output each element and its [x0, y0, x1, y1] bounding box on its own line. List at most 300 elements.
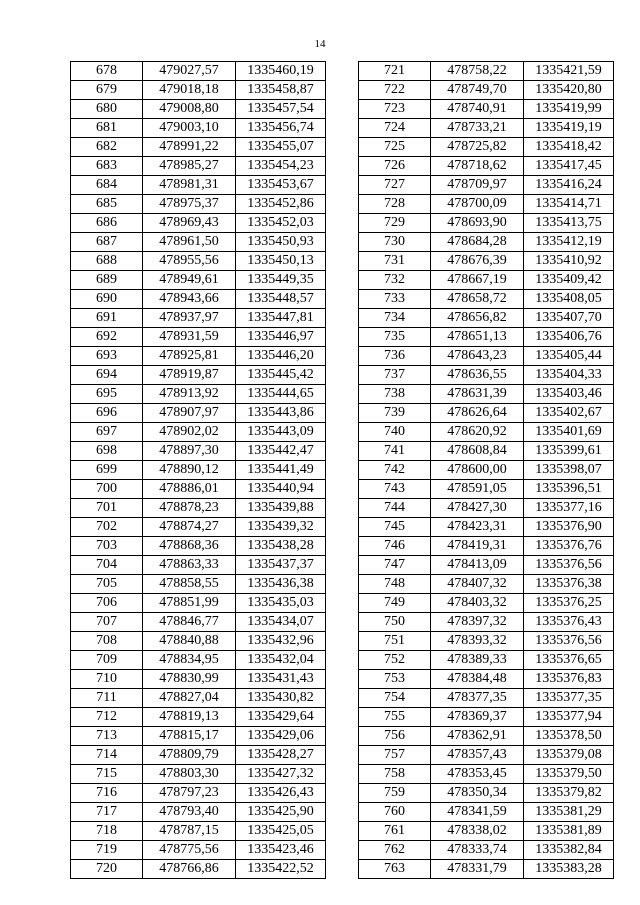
table-row — [359, 613, 614, 632]
y-coordinate-cell: 1335376,76 — [524, 537, 614, 556]
page-number: 14 — [314, 38, 326, 50]
table-row — [71, 499, 326, 518]
table-row — [359, 689, 614, 708]
table-row — [71, 195, 326, 214]
table-row — [71, 404, 326, 423]
point-number-cell: 735 — [359, 328, 431, 347]
x-coordinate-cell: 478733,21 — [431, 119, 524, 138]
x-coordinate-cell: 479027,57 — [143, 62, 236, 81]
y-coordinate-cell: 1335437,37 — [236, 556, 326, 575]
x-coordinate-cell: 478775,56 — [143, 841, 236, 860]
point-number-cell: 704 — [71, 556, 143, 575]
point-number-cell: 749 — [359, 594, 431, 613]
y-coordinate-cell: 1335413,75 — [524, 214, 614, 233]
table-row — [71, 81, 326, 100]
x-coordinate-cell: 478389,33 — [431, 651, 524, 670]
y-coordinate-cell: 1335378,50 — [524, 727, 614, 746]
table-row — [359, 556, 614, 575]
x-coordinate-cell: 478886,01 — [143, 480, 236, 499]
point-number-cell: 741 — [359, 442, 431, 461]
point-number-cell: 756 — [359, 727, 431, 746]
table-row — [359, 119, 614, 138]
point-number-cell: 708 — [71, 632, 143, 651]
point-number-cell: 682 — [71, 138, 143, 157]
y-coordinate-cell: 1335443,09 — [236, 423, 326, 442]
x-coordinate-cell: 478643,23 — [431, 347, 524, 366]
y-coordinate-cell: 1335450,13 — [236, 252, 326, 271]
y-coordinate-cell: 1335444,65 — [236, 385, 326, 404]
x-coordinate-cell: 478397,32 — [431, 613, 524, 632]
x-coordinate-cell: 478620,92 — [431, 423, 524, 442]
table-row — [71, 100, 326, 119]
x-coordinate-cell: 478709,97 — [431, 176, 524, 195]
x-coordinate-cell: 478357,43 — [431, 746, 524, 765]
point-number-cell: 729 — [359, 214, 431, 233]
x-coordinate-cell: 478377,35 — [431, 689, 524, 708]
table-row — [71, 480, 326, 499]
y-coordinate-cell: 1335438,28 — [236, 537, 326, 556]
point-number-cell: 760 — [359, 803, 431, 822]
table-row — [71, 822, 326, 841]
y-coordinate-cell: 1335376,56 — [524, 556, 614, 575]
x-coordinate-cell: 479018,18 — [143, 81, 236, 100]
y-coordinate-cell: 1335381,29 — [524, 803, 614, 822]
table-row — [71, 727, 326, 746]
x-coordinate-cell: 479008,80 — [143, 100, 236, 119]
x-coordinate-cell: 478331,79 — [431, 860, 524, 879]
point-number-cell: 701 — [71, 499, 143, 518]
point-number-cell: 734 — [359, 309, 431, 328]
point-number-cell: 699 — [71, 461, 143, 480]
x-coordinate-cell: 478890,12 — [143, 461, 236, 480]
point-number-cell: 703 — [71, 537, 143, 556]
point-number-cell: 712 — [71, 708, 143, 727]
x-coordinate-cell: 478874,27 — [143, 518, 236, 537]
y-coordinate-cell: 1335379,08 — [524, 746, 614, 765]
table-row — [71, 62, 326, 81]
y-coordinate-cell: 1335432,96 — [236, 632, 326, 651]
x-coordinate-cell: 478393,32 — [431, 632, 524, 651]
y-coordinate-cell: 1335376,83 — [524, 670, 614, 689]
x-coordinate-cell: 478608,84 — [431, 442, 524, 461]
x-coordinate-cell: 478797,23 — [143, 784, 236, 803]
x-coordinate-cell: 478969,43 — [143, 214, 236, 233]
point-number-cell: 763 — [359, 860, 431, 879]
y-coordinate-cell: 1335440,94 — [236, 480, 326, 499]
point-number-cell: 737 — [359, 366, 431, 385]
point-number-cell: 750 — [359, 613, 431, 632]
x-coordinate-cell: 478740,91 — [431, 100, 524, 119]
y-coordinate-cell: 1335455,07 — [236, 138, 326, 157]
y-coordinate-cell: 1335442,47 — [236, 442, 326, 461]
table-row — [359, 252, 614, 271]
y-coordinate-cell: 1335409,42 — [524, 271, 614, 290]
y-coordinate-cell: 1335379,50 — [524, 765, 614, 784]
y-coordinate-cell: 1335422,52 — [236, 860, 326, 879]
table-row — [359, 708, 614, 727]
y-coordinate-cell: 1335449,35 — [236, 271, 326, 290]
table-row — [359, 461, 614, 480]
point-number-cell: 719 — [71, 841, 143, 860]
table-row — [71, 442, 326, 461]
table-row — [71, 537, 326, 556]
x-coordinate-cell: 478749,70 — [431, 81, 524, 100]
y-coordinate-cell: 1335425,05 — [236, 822, 326, 841]
y-coordinate-cell: 1335452,03 — [236, 214, 326, 233]
y-coordinate-cell: 1335403,46 — [524, 385, 614, 404]
y-coordinate-cell: 1335456,74 — [236, 119, 326, 138]
point-number-cell: 713 — [71, 727, 143, 746]
table-row — [359, 214, 614, 233]
y-coordinate-cell: 1335429,06 — [236, 727, 326, 746]
point-number-cell: 739 — [359, 404, 431, 423]
x-coordinate-cell: 478333,74 — [431, 841, 524, 860]
point-number-cell: 726 — [359, 157, 431, 176]
table-row — [71, 366, 326, 385]
point-number-cell: 717 — [71, 803, 143, 822]
y-coordinate-cell: 1335399,61 — [524, 442, 614, 461]
point-number-cell: 681 — [71, 119, 143, 138]
point-number-cell: 680 — [71, 100, 143, 119]
x-coordinate-cell: 478658,72 — [431, 290, 524, 309]
y-coordinate-cell: 1335431,43 — [236, 670, 326, 689]
y-coordinate-cell: 1335381,89 — [524, 822, 614, 841]
point-number-cell: 743 — [359, 480, 431, 499]
point-number-cell: 715 — [71, 765, 143, 784]
table-row — [359, 62, 614, 81]
table-row — [359, 290, 614, 309]
y-coordinate-cell: 1335439,88 — [236, 499, 326, 518]
y-coordinate-cell: 1335419,19 — [524, 119, 614, 138]
table-row — [71, 670, 326, 689]
table-row — [359, 328, 614, 347]
point-number-cell: 733 — [359, 290, 431, 309]
x-coordinate-cell: 478975,37 — [143, 195, 236, 214]
table-row — [71, 708, 326, 727]
x-coordinate-cell: 478902,02 — [143, 423, 236, 442]
point-number-cell: 738 — [359, 385, 431, 404]
x-coordinate-cell: 478931,59 — [143, 328, 236, 347]
x-coordinate-cell: 478803,30 — [143, 765, 236, 784]
y-coordinate-cell: 1335429,64 — [236, 708, 326, 727]
y-coordinate-cell: 1335376,56 — [524, 632, 614, 651]
table-row — [71, 328, 326, 347]
x-coordinate-cell: 478423,31 — [431, 518, 524, 537]
y-coordinate-cell: 1335430,82 — [236, 689, 326, 708]
table-row — [71, 214, 326, 233]
point-number-cell: 716 — [71, 784, 143, 803]
y-coordinate-cell: 1335453,67 — [236, 176, 326, 195]
x-coordinate-cell: 478981,31 — [143, 176, 236, 195]
x-coordinate-cell: 478985,27 — [143, 157, 236, 176]
table-row — [71, 841, 326, 860]
table-row — [359, 765, 614, 784]
point-number-cell: 693 — [71, 347, 143, 366]
point-number-cell: 718 — [71, 822, 143, 841]
y-coordinate-cell: 1335460,19 — [236, 62, 326, 81]
y-coordinate-cell: 1335410,92 — [524, 252, 614, 271]
x-coordinate-cell: 478684,28 — [431, 233, 524, 252]
table-row — [71, 119, 326, 138]
y-coordinate-cell: 1335377,16 — [524, 499, 614, 518]
x-coordinate-cell: 478725,82 — [431, 138, 524, 157]
x-coordinate-cell: 478676,39 — [431, 252, 524, 271]
x-coordinate-cell: 478341,59 — [431, 803, 524, 822]
point-number-cell: 678 — [71, 62, 143, 81]
point-number-cell: 687 — [71, 233, 143, 252]
table-row — [359, 385, 614, 404]
point-number-cell: 748 — [359, 575, 431, 594]
y-coordinate-cell: 1335428,27 — [236, 746, 326, 765]
y-coordinate-cell: 1335434,07 — [236, 613, 326, 632]
table-row — [359, 81, 614, 100]
table-row — [71, 594, 326, 613]
x-coordinate-cell: 478631,39 — [431, 385, 524, 404]
point-number-cell: 746 — [359, 537, 431, 556]
point-number-cell: 686 — [71, 214, 143, 233]
x-coordinate-cell: 478925,81 — [143, 347, 236, 366]
table-row — [71, 290, 326, 309]
point-number-cell: 707 — [71, 613, 143, 632]
y-coordinate-cell: 1335377,35 — [524, 689, 614, 708]
table-row — [359, 347, 614, 366]
table-row — [71, 423, 326, 442]
x-coordinate-cell: 478961,50 — [143, 233, 236, 252]
y-coordinate-cell: 1335443,86 — [236, 404, 326, 423]
y-coordinate-cell: 1335382,84 — [524, 841, 614, 860]
y-coordinate-cell: 1335377,94 — [524, 708, 614, 727]
table-row — [71, 575, 326, 594]
point-number-cell: 758 — [359, 765, 431, 784]
point-number-cell: 730 — [359, 233, 431, 252]
point-number-cell: 698 — [71, 442, 143, 461]
table-row — [71, 157, 326, 176]
y-coordinate-cell: 1335401,69 — [524, 423, 614, 442]
y-coordinate-cell: 1335414,71 — [524, 195, 614, 214]
table-row — [71, 860, 326, 879]
point-number-cell: 751 — [359, 632, 431, 651]
table-row — [71, 765, 326, 784]
table-row — [359, 575, 614, 594]
table-row — [359, 423, 614, 442]
table-row — [359, 366, 614, 385]
y-coordinate-cell: 1335427,32 — [236, 765, 326, 784]
y-coordinate-cell: 1335432,04 — [236, 651, 326, 670]
y-coordinate-cell: 1335379,82 — [524, 784, 614, 803]
y-coordinate-cell: 1335398,07 — [524, 461, 614, 480]
x-coordinate-cell: 478937,97 — [143, 309, 236, 328]
x-coordinate-cell: 478793,40 — [143, 803, 236, 822]
y-coordinate-cell: 1335402,67 — [524, 404, 614, 423]
table-row — [71, 347, 326, 366]
point-number-cell: 710 — [71, 670, 143, 689]
table-row — [359, 537, 614, 556]
table-row — [359, 594, 614, 613]
table-row — [359, 841, 614, 860]
x-coordinate-cell: 478626,64 — [431, 404, 524, 423]
x-coordinate-cell: 478809,79 — [143, 746, 236, 765]
x-coordinate-cell: 478913,92 — [143, 385, 236, 404]
table-row — [359, 480, 614, 499]
x-coordinate-cell: 478350,34 — [431, 784, 524, 803]
point-number-cell: 755 — [359, 708, 431, 727]
table-row — [71, 233, 326, 252]
y-coordinate-cell: 1335446,20 — [236, 347, 326, 366]
table-row — [359, 670, 614, 689]
point-number-cell: 700 — [71, 480, 143, 499]
point-number-cell: 727 — [359, 176, 431, 195]
point-number-cell: 757 — [359, 746, 431, 765]
y-coordinate-cell: 1335441,49 — [236, 461, 326, 480]
point-number-cell: 697 — [71, 423, 143, 442]
x-coordinate-cell: 478830,99 — [143, 670, 236, 689]
point-number-cell: 724 — [359, 119, 431, 138]
x-coordinate-cell: 478353,45 — [431, 765, 524, 784]
table-row — [71, 138, 326, 157]
x-coordinate-cell: 478700,09 — [431, 195, 524, 214]
table-row — [359, 651, 614, 670]
table-row — [359, 518, 614, 537]
table-row — [359, 784, 614, 803]
coordinates-table-left — [70, 61, 326, 879]
table-row — [359, 309, 614, 328]
x-coordinate-cell: 478949,61 — [143, 271, 236, 290]
table-row — [71, 271, 326, 290]
table-row — [71, 784, 326, 803]
x-coordinate-cell: 478718,62 — [431, 157, 524, 176]
x-coordinate-cell: 478834,95 — [143, 651, 236, 670]
y-coordinate-cell: 1335457,54 — [236, 100, 326, 119]
table-row — [359, 176, 614, 195]
point-number-cell: 709 — [71, 651, 143, 670]
y-coordinate-cell: 1335376,38 — [524, 575, 614, 594]
point-number-cell: 747 — [359, 556, 431, 575]
point-number-cell: 679 — [71, 81, 143, 100]
y-coordinate-cell: 1335376,65 — [524, 651, 614, 670]
y-coordinate-cell: 1335454,23 — [236, 157, 326, 176]
y-coordinate-cell: 1335419,99 — [524, 100, 614, 119]
y-coordinate-cell: 1335396,51 — [524, 480, 614, 499]
y-coordinate-cell: 1335448,57 — [236, 290, 326, 309]
x-coordinate-cell: 478667,19 — [431, 271, 524, 290]
point-number-cell: 725 — [359, 138, 431, 157]
table-row — [359, 100, 614, 119]
y-coordinate-cell: 1335418,42 — [524, 138, 614, 157]
point-number-cell: 721 — [359, 62, 431, 81]
y-coordinate-cell: 1335420,80 — [524, 81, 614, 100]
table-row — [71, 252, 326, 271]
table-row — [359, 746, 614, 765]
table-row — [71, 518, 326, 537]
x-coordinate-cell: 478656,82 — [431, 309, 524, 328]
table-row — [71, 613, 326, 632]
point-number-cell: 695 — [71, 385, 143, 404]
x-coordinate-cell: 478651,13 — [431, 328, 524, 347]
table-row — [71, 176, 326, 195]
y-coordinate-cell: 1335407,70 — [524, 309, 614, 328]
point-number-cell: 691 — [71, 309, 143, 328]
table-row — [359, 195, 614, 214]
x-coordinate-cell: 478758,22 — [431, 62, 524, 81]
point-number-cell: 728 — [359, 195, 431, 214]
table-row — [359, 233, 614, 252]
point-number-cell: 736 — [359, 347, 431, 366]
x-coordinate-cell: 478369,37 — [431, 708, 524, 727]
x-coordinate-cell: 478851,99 — [143, 594, 236, 613]
coordinates-table-right-body — [359, 62, 614, 879]
table-row — [359, 138, 614, 157]
y-coordinate-cell: 1335446,97 — [236, 328, 326, 347]
point-number-cell: 690 — [71, 290, 143, 309]
x-coordinate-cell: 478955,56 — [143, 252, 236, 271]
x-coordinate-cell: 478636,55 — [431, 366, 524, 385]
table-row — [359, 803, 614, 822]
point-number-cell: 696 — [71, 404, 143, 423]
x-coordinate-cell: 478766,86 — [143, 860, 236, 879]
x-coordinate-cell: 478858,55 — [143, 575, 236, 594]
y-coordinate-cell: 1335450,93 — [236, 233, 326, 252]
table-row — [71, 556, 326, 575]
point-number-cell: 759 — [359, 784, 431, 803]
point-number-cell: 752 — [359, 651, 431, 670]
point-number-cell: 740 — [359, 423, 431, 442]
y-coordinate-cell: 1335383,28 — [524, 860, 614, 879]
point-number-cell: 762 — [359, 841, 431, 860]
y-coordinate-cell: 1335404,33 — [524, 366, 614, 385]
point-number-cell: 742 — [359, 461, 431, 480]
point-number-cell: 732 — [359, 271, 431, 290]
x-coordinate-cell: 478693,90 — [431, 214, 524, 233]
table-row — [71, 385, 326, 404]
point-number-cell: 711 — [71, 689, 143, 708]
y-coordinate-cell: 1335408,05 — [524, 290, 614, 309]
point-number-cell: 689 — [71, 271, 143, 290]
table-row — [359, 860, 614, 879]
point-number-cell: 685 — [71, 195, 143, 214]
x-coordinate-cell: 478384,48 — [431, 670, 524, 689]
x-coordinate-cell: 478991,22 — [143, 138, 236, 157]
table-row — [359, 727, 614, 746]
y-coordinate-cell: 1335405,44 — [524, 347, 614, 366]
x-coordinate-cell: 478943,66 — [143, 290, 236, 309]
table-row — [71, 689, 326, 708]
x-coordinate-cell: 478338,02 — [431, 822, 524, 841]
point-number-cell: 688 — [71, 252, 143, 271]
y-coordinate-cell: 1335423,46 — [236, 841, 326, 860]
x-coordinate-cell: 478878,23 — [143, 499, 236, 518]
y-coordinate-cell: 1335452,86 — [236, 195, 326, 214]
y-coordinate-cell: 1335376,43 — [524, 613, 614, 632]
point-number-cell: 745 — [359, 518, 431, 537]
point-number-cell: 702 — [71, 518, 143, 537]
x-coordinate-cell: 478600,00 — [431, 461, 524, 480]
x-coordinate-cell: 478591,05 — [431, 480, 524, 499]
coordinates-table-left-body — [71, 62, 326, 879]
table-row — [359, 632, 614, 651]
point-number-cell: 705 — [71, 575, 143, 594]
table-row — [359, 442, 614, 461]
x-coordinate-cell: 478815,17 — [143, 727, 236, 746]
y-coordinate-cell: 1335376,25 — [524, 594, 614, 613]
x-coordinate-cell: 478907,97 — [143, 404, 236, 423]
y-coordinate-cell: 1335458,87 — [236, 81, 326, 100]
x-coordinate-cell: 478413,09 — [431, 556, 524, 575]
y-coordinate-cell: 1335426,43 — [236, 784, 326, 803]
table-row — [71, 632, 326, 651]
x-coordinate-cell: 479003,10 — [143, 119, 236, 138]
x-coordinate-cell: 478403,32 — [431, 594, 524, 613]
point-number-cell: 723 — [359, 100, 431, 119]
